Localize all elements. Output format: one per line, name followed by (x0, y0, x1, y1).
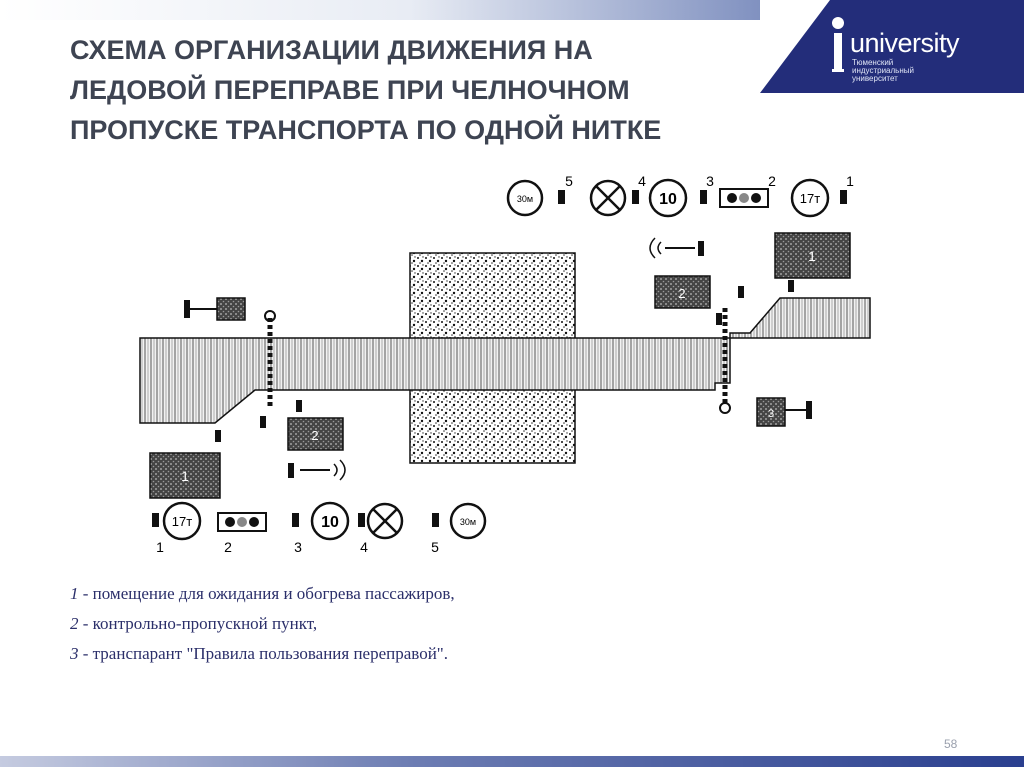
svg-text:30м: 30м (459, 517, 477, 527)
barrier-pivot-icon (720, 403, 730, 413)
svg-text:17т: 17т (171, 514, 193, 529)
title-line: ПРОПУСКЕ ТРАНСПОРТА ПО ОДНОЙ НИТКЕ (70, 115, 662, 145)
radio-antenna-icon (650, 238, 704, 258)
bottom-decor-bar (0, 756, 1024, 767)
logo-mark-icon (828, 14, 848, 74)
svg-text:17т: 17т (799, 191, 821, 206)
traffic-light-icon (720, 189, 768, 207)
page-number: 58 (944, 737, 958, 751)
sign-number: 3 (706, 173, 714, 189)
legend-item: 2 - контрольно-пропускной пункт, (70, 614, 318, 633)
sign-number: 2 (224, 539, 232, 555)
sign-number: 4 (638, 173, 646, 189)
sign-speed-limit-icon (650, 180, 707, 216)
post-marker (296, 400, 302, 412)
building-label: 1 (808, 248, 816, 264)
sign-distance-icon (508, 181, 565, 215)
sign-no-stopping-icon (591, 181, 639, 215)
building-label: 2 (678, 286, 686, 301)
sign-number: 5 (431, 539, 439, 555)
sign-number: 4 (360, 539, 368, 555)
sign-speed-limit-icon (292, 503, 348, 539)
legend-list (70, 579, 455, 669)
sign-number: 1 (156, 539, 164, 555)
sign-distance-icon (432, 504, 485, 538)
traffic-light-icon (218, 513, 266, 531)
sign-number: 1 (846, 173, 854, 189)
sign-number: 3 (294, 539, 302, 555)
logo-wordmark: university (850, 28, 960, 58)
ice-crossing-scheme (120, 168, 880, 558)
sign-number: 2 (768, 173, 776, 189)
title-line: ЛЕДОВОЙ ПЕРЕПРАВЕ ПРИ ЧЕЛНОЧНОМ (70, 75, 630, 105)
title-line: СХЕМА ОРГАНИЗАЦИИ ДВИЖЕНИЯ НА (70, 35, 593, 65)
building-label: 3 (767, 408, 775, 420)
sign-no-stopping-icon (358, 504, 402, 538)
radio-antenna-icon (288, 460, 345, 480)
post-marker (716, 313, 722, 325)
banner-left (217, 298, 245, 320)
sign-mass-limit-icon (152, 503, 200, 539)
university-logo (828, 14, 1008, 89)
page-title (70, 30, 770, 150)
post-marker (738, 286, 744, 298)
post-marker (788, 280, 794, 292)
svg-text:30м: 30м (516, 194, 534, 204)
logo-subtitle: Тюменский индустриальный университет (852, 58, 914, 83)
legend-item: 3 - транспарант "Правила пользования переправой". (70, 644, 448, 663)
svg-text:10: 10 (321, 514, 339, 531)
building-label: 2 (311, 428, 319, 443)
post-marker (215, 430, 221, 442)
building-label: 1 (181, 468, 189, 484)
sign-number: 5 (565, 173, 573, 189)
svg-text:10: 10 (659, 191, 677, 208)
legend-item: 1 - помещение для ожидания и обогрева пассажиров, (70, 584, 455, 603)
post-marker (260, 416, 266, 428)
sign-mass-limit-icon (792, 180, 847, 216)
